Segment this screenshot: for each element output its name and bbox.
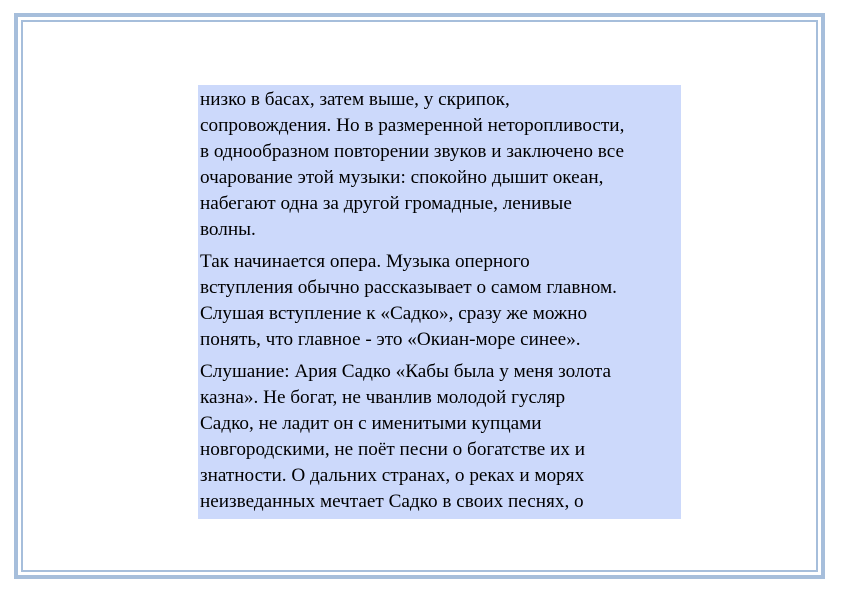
text-line: волны. <box>200 219 256 240</box>
text-line: знатности. О дальних странах, о реках и морях <box>200 465 585 486</box>
text-line: Слушая вступление к «Садко», сразу же можно <box>200 303 588 324</box>
text-line: сопровождения. Но в размеренной неторопливости, <box>200 115 625 136</box>
text-box <box>198 85 681 519</box>
text-line: Так начинается опера. Музыка оперного <box>200 251 530 272</box>
text-line: низко в басах, затем выше, у скрипок, <box>200 89 510 110</box>
text-line: новгородскими, не поёт песни о богатстве их и <box>200 439 586 460</box>
text-line: Слушание: Ария Садко «Кабы была у меня золота <box>200 361 612 382</box>
paragraph-3 <box>200 359 681 515</box>
text-line: вступления обычно рассказывает о самом главном. <box>200 277 617 298</box>
paragraph-2 <box>200 249 681 353</box>
text-line: казна». Не богат, не чванлив молодой гусляр <box>200 387 566 408</box>
text-line: понять, что главное - это «Окиан-море синее». <box>200 329 581 350</box>
text-line: набегают одна за другой громадные, ленивые <box>200 193 572 214</box>
text-line: в однообразном повторении звуков и заключено все <box>200 141 624 162</box>
paragraph-1 <box>200 87 681 243</box>
text-line: неизведанных мечтает Садко в своих песнях, о <box>200 491 584 512</box>
text-line: очарование этой музыки: спокойно дышит океан, <box>200 167 604 188</box>
text-line: Садко, не ладит он с именитыми купцами <box>200 413 542 434</box>
